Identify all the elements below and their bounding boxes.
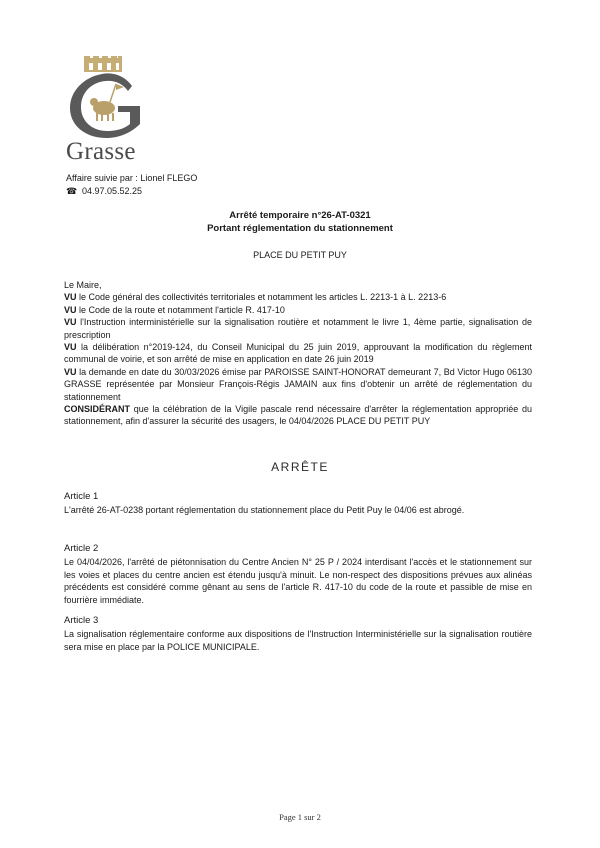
vu-paragraph	[64, 341, 532, 366]
place-title: PLACE DU PETIT PUY	[253, 250, 347, 260]
article-text: L'arrêté 26-AT-0238 portant réglementation du stationnement place du Petit Puy le 04/06 est abrogé.	[64, 505, 465, 516]
phone-line	[66, 185, 197, 198]
logo-wordmark: Grasse	[66, 138, 136, 165]
article-text: Le 04/04/2026, l'arrêté de piétonnisation du Centre Ancien N° 25 P / 2024 interdisant l'accès et le stationnement sur les voies et places du centre ancien est étendu jusqu'à minuit. Le non-respect des dispositions prévues aux alinéas précédents est considéré comme gênant au sens de l'article R. 417-10 du code de la route et passible de mise en fourrière immédiate.	[64, 557, 532, 605]
vu-text: la délibération n°2019-124, du Conseil Municipal du 25 juin 2019, approuvant la modification du règlement communal de voirie, et son arrêté de mise en application en date 26 juin 2019	[64, 342, 532, 365]
article-1	[64, 491, 532, 517]
telephone-icon: ☎	[66, 186, 78, 196]
vu-label: VU	[64, 304, 77, 315]
article-text: La signalisation réglementaire conforme aux dispositions de l'Instruction Interministérielle sur la signalisation routière sera mise en place par la POLICE MUNICIPALE.	[64, 629, 532, 652]
considerant-paragraph	[64, 403, 532, 428]
affaire-line: Affaire suivie par : Lionel FLEGO	[66, 173, 198, 183]
vu-label: VU	[64, 292, 77, 303]
contact-block	[66, 172, 197, 198]
city-crest-icon	[62, 56, 158, 140]
vu-text: l'Instruction interministérielle sur la signalisation routière et notamment le livre 1, 4ème partie, signalisation de prescription	[64, 317, 532, 340]
vu-text: la demande en date du 30/03/2026 émise par PAROISSE SAINT-HONORAT demeurant 7, Bd Victor Hugo 06130 GRASSE représentée par Monsieur François-Régis JAMAIN aux fins d'obtenir un arrêté de réglementation du stationnement	[64, 366, 532, 402]
vu-text: le Code de la route et notamment l'article R. 417-10	[76, 304, 285, 315]
considerant-label: CONSIDÉRANT	[64, 404, 131, 415]
phone-number: 04.97.05.52.25	[82, 186, 143, 196]
vu-paragraph	[64, 304, 532, 316]
preamble	[64, 279, 532, 428]
document-titles	[0, 209, 600, 235]
page-number: Page 1 sur 2	[279, 812, 321, 822]
vu-label: VU	[64, 317, 77, 328]
vu-label: VU	[64, 342, 77, 353]
vu-paragraph	[64, 291, 532, 303]
article-heading: Article 1	[64, 491, 99, 502]
arrete-subject-title: Portant réglementation du stationnement	[207, 223, 393, 234]
vu-paragraph	[64, 316, 532, 341]
article-heading: Article 3	[64, 615, 99, 626]
article-heading: Article 2	[64, 543, 99, 554]
arrete-heading: ARRÊTE	[271, 460, 329, 474]
article-3	[64, 615, 532, 653]
article-2	[64, 543, 532, 606]
vu-paragraph	[64, 366, 532, 403]
maire-line: Le Maire,	[64, 280, 102, 290]
vu-text: le Code général des collectivités territoriales et notamment les articles L. 2213-1 à L. 2213-6	[76, 292, 447, 303]
arrete-number-title: Arrêté temporaire n°26-AT-0321	[229, 210, 371, 221]
considerant-text: que la célébration de la Vigile pascale rend nécessaire d'arrêter la réglementation appropriée du stationnement, afin d'assurer la sécurité des usagers, le 04/04/2026 PLACE DU PETIT PUY	[64, 404, 532, 427]
vu-label: VU	[64, 366, 77, 377]
